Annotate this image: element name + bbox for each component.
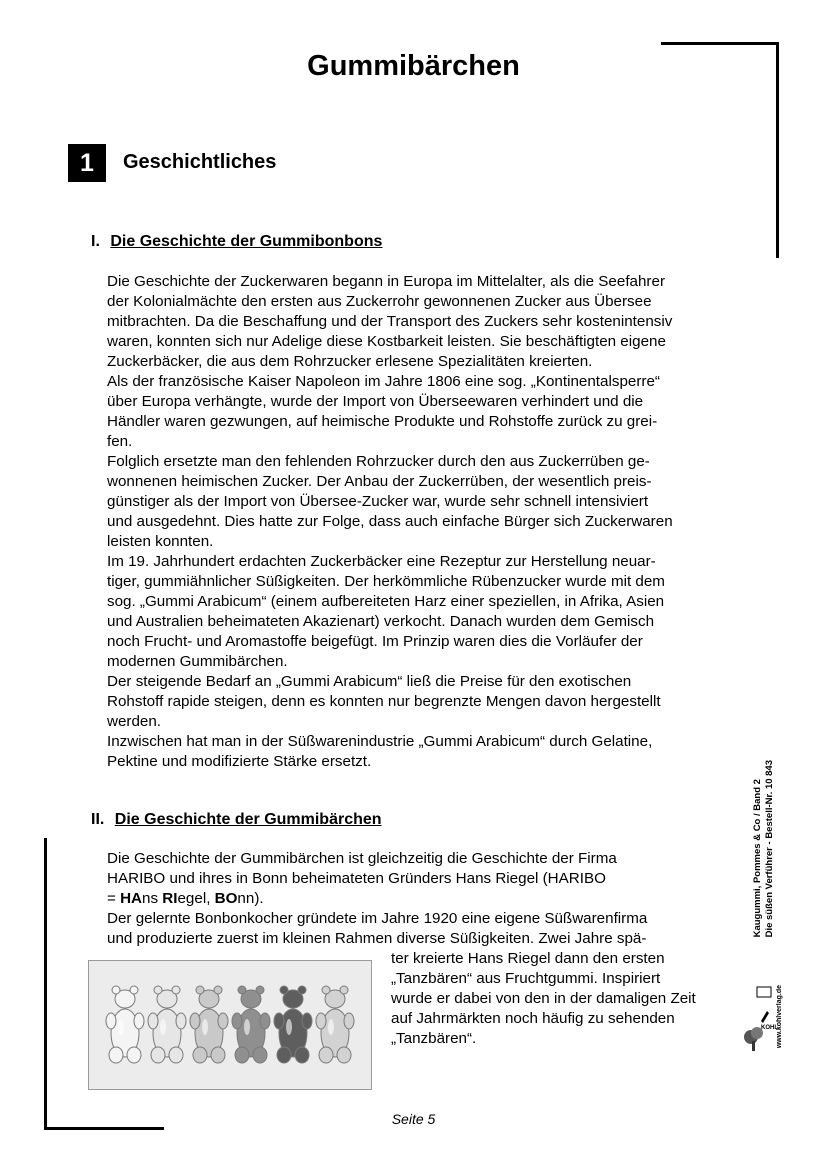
section-1-heading xyxy=(91,233,382,251)
gummy-bear xyxy=(106,986,144,1063)
corner-frame-left xyxy=(44,838,47,1130)
gummy-bears-photo xyxy=(88,960,372,1090)
corner-frame-top xyxy=(661,42,779,45)
kohl-logo-icon xyxy=(741,985,778,1055)
section-1-title: Die Geschichte der Gummibonbons xyxy=(110,233,383,250)
publisher-name: KOHL xyxy=(761,1025,778,1031)
sidebar-line-2: Die süßen Verführer - Bestell-Nr. 10 843 xyxy=(764,760,775,938)
chapter-number: 1 xyxy=(68,144,106,182)
chapter-title: Geschichtliches xyxy=(123,151,277,173)
page-title: Gummibärchen xyxy=(307,50,520,82)
section-2-text xyxy=(107,849,707,949)
gummy-bear xyxy=(148,986,186,1063)
haribo-part-bold: HA xyxy=(120,890,143,907)
haribo-part: = xyxy=(107,890,121,907)
section-2-intro: Die Geschichte der Gummibärchen ist gleichzeitig die Geschichte der Firma HARIBO und ihres in Bonn beheimateten Gründers Hans Riegel (HARIBO xyxy=(107,850,617,887)
haribo-part-bold: RI xyxy=(162,890,178,907)
section-2-number: II. xyxy=(91,811,105,828)
section-1-text: Die Geschichte der Zuckerwaren begann in Europa im Mittelalter, als die Seefahrer der Kolonialmächte den ersten aus Zuckerrohr gewonnenen Zucker aus Übersee mitbrachten. Da die Beschaffung und der Transport des Zuckers sehr kostenintensiv waren, konnten sich nur Adelige diese Kostbarkeit leisten. Sie beschäftigten eigene Zuckerbäcker, die aus dem Rohrzucker erlesene Spezialitäten kreierten. Als der französische Kaiser Napoleon im Jahre 1806 eine sog. „Kontinentalsperre“ über Europa verhängte, wurde der Import von Überseewaren verhindert und die Händler waren gezwungen, auf heimische Produkte und Rohstoffe zurück zu grei- fen. Folglich ersetzte man den fehlenden Rohrzucker durch den aus Zuckerrüben ge- wonnenen heimischen Zucker. Der Anbau der Zuckerrüben, der wesentlich preis- günstiger als der Import von Übersee-Zucker war, wurde sehr schnell intensiviert und ausgedehnt. Dies hatte zur Folge, dass auch einfache Bürger sich Zuckerwaren leisten konnten. Im 19. Jahrhundert erdachten Zuckerbäcker eine Rezeptur zur Herstellung neuar- tiger, gummiähnlicher Süßigkeiten. Der herkömmliche Rübenzucker wurde mit dem sog. „Gummi Arabicum“ (einem aufbereiteten Harz einer speziellen, in Afrika, Asien und Australien beheimateten Akazienart) verkocht. Danach wurden dem Gemisch noch Frucht- und Aromastoffe beigefügt. Im Prinzip waren dies die Vorläufer der modernen Gummibärchen. Der steigende Bedarf an „Gummi Arabicum“ ließ die Preise für den exotischen Rohstoff rapide steigen, denn es konnten nur begrenzte Mengen davon hergestellt werden. Inzwischen hat man in der Süßwarenindustrie „Gummi Arabicum“ durch Gelatine, Pektine und modifizierte Stärke ersetzt. xyxy=(107,273,673,770)
haribo-acronym xyxy=(107,890,264,907)
section-1-number: I. xyxy=(91,233,100,250)
publisher-logo xyxy=(741,985,778,1055)
corner-frame-bottom xyxy=(44,1127,164,1130)
section-2-text-b: ter kreierte Hans Riegel dann den ersten „Tanzbären“ aus Fruchtgummi. Inspiriert wurde er dabei von den in der damaligen Zeit auf Jahrmärkten noch häufig zu sehenden „Tanzbären“. xyxy=(391,950,696,1047)
gummy-bear xyxy=(190,986,228,1063)
gummy-bear xyxy=(232,986,270,1063)
gummy-bear xyxy=(316,986,354,1063)
section-2-heading xyxy=(91,811,382,829)
haribo-part-bold: BO xyxy=(214,890,238,907)
haribo-part: egel, xyxy=(177,890,215,907)
sidebar-line-1: Kaugummi, Pommes & Co / Band 2 xyxy=(752,779,763,938)
haribo-part: nn). xyxy=(237,890,264,907)
gummy-bear xyxy=(274,986,312,1063)
page-number: Seite 5 xyxy=(391,1111,436,1127)
section-2-title: Die Geschichte der Gummibärchen xyxy=(114,811,382,828)
section-2-text-a: Der gelernte Bonbonkocher gründete im Jahre 1920 eine eigene Süßwarenfirma und produzierte zuerst im kleinen Rahmen diverse Süßigkeiten. Zwei Jahre spä- xyxy=(107,910,648,947)
sidebar-text xyxy=(752,760,776,937)
publisher-url: www.kohlverlag.de xyxy=(776,985,783,1049)
gummy-bears-illustration xyxy=(89,961,373,1091)
haribo-part: ns xyxy=(142,890,163,907)
